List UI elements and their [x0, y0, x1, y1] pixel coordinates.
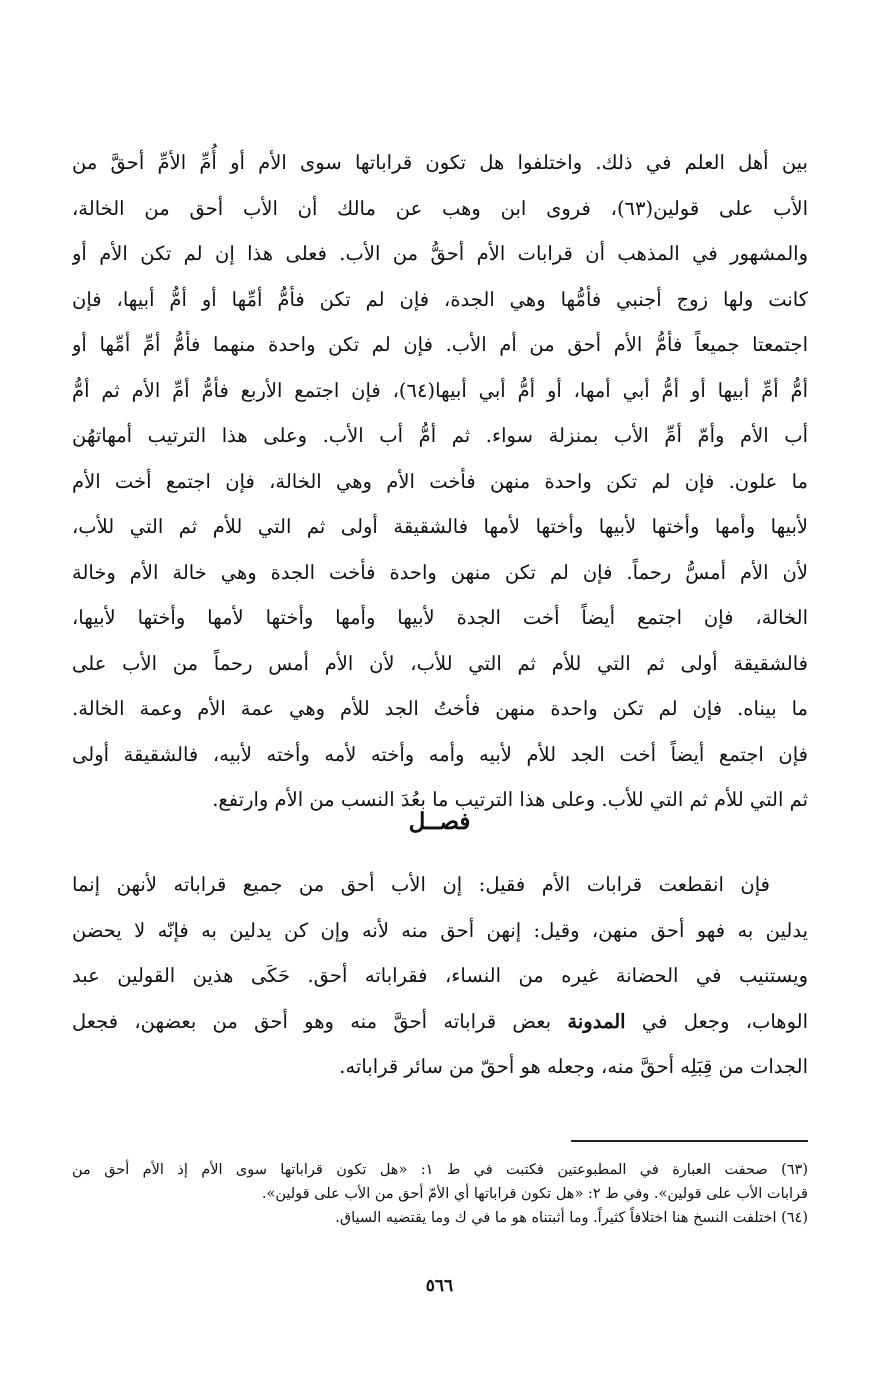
main-text-line: اجتمعتا جميعاً فأمُّ الأم أحق من أم الأب. فإن لم تكن واحدة منهما فأمُّ أمِّ أمِّها أو — [72, 333, 808, 356]
main-text-line: ما بيناه. فإن لم تكن واحدة منهن فأختُ الجد للأم وهي عمة الأم وعمة الخالة. — [72, 697, 808, 720]
book-title-mudawwana: المدونة — [567, 1009, 626, 1033]
footnote-divider — [571, 1140, 808, 1142]
footnote-line: (٦٣) صحفت العبارة في المطبوعتين فكتبت في ط ١: «هل تكون قراباتها سوى الأم إذ الأم أحق من — [72, 1162, 808, 1178]
footnote-line: (٦٤) اختلفت النسخ هنا اختلافاً كثيراً. وما أثبتناه هو ما في ك وما يقتضيه السياق. — [335, 1210, 808, 1226]
section-paragraph — [72, 862, 808, 1090]
main-text-line: فالشقيقة أولى ثم التي للأم ثم التي للأب، لأن الأم أمس رحماً من الأب على — [72, 651, 808, 675]
main-text-line: كانت ولها زوج أجنبي فأمُّها وهي الجدة، فإن لم تكن فأمُّ أمِّها أو أمُّ أبيها، فإن — [72, 287, 808, 311]
page-number: ٥٦٦ — [425, 1276, 454, 1296]
section-text-line — [72, 999, 808, 1045]
section-heading: فصــل — [408, 808, 471, 835]
main-text-line: لأبيها وأمها وأختها لأبيها وأختها لأمها فالشقيقة أولى ثم التي للأم ثم التي للأب، — [72, 515, 808, 538]
main-text-line: الأب على قولين(٦٣)، فروى ابن وهب عن مالك أن الأب أحق من الخالة، — [72, 196, 808, 220]
main-text-line: أمُّ أمِّ أبيها أو أمُّ أبي أمها، أو أمُّ أبي أبيها(٦٤)، فإن اجتمع الأربع فأمُّ أمِّ الأم ثم أمُّ — [72, 378, 808, 402]
main-text-line: الخالة، فإن اجتمع أيضاً أخت الجدة لأبيها وأمها وأختها لأمها وأختها لأبيها، — [72, 606, 808, 629]
main-text-line: فإن اجتمع أيضاً أخت الجد للأم لأبيه وأمه وأخته لأمه وأخته لأبيه، فالشقيقة أولى — [72, 742, 808, 766]
section-text-line: الجدات من قِبَلِه أحقَّ منه، وجعله هو أحقّ من سائر قراباته. — [339, 1055, 808, 1078]
section-text-line: يدلين به فهو أحق منهن، وقيل: إنهن أحق منه لأنه وإن كن يدلين به فإنّه لا يحضن — [72, 918, 808, 942]
footnotes — [72, 1158, 808, 1230]
footnote-line: قرابات الأب على قولين». وفي ط ٢: «هل تكون قراباتها أي الأمّ أحق من الأب على قولين». — [261, 1186, 808, 1202]
section-text-line: فإن انقطعت قرابات الأم فقيل: إن الأب أحق من جميع قراباته لأنهن إنما — [72, 873, 770, 896]
main-text-line: لأن الأم أمسُّ رحماً. فإن لم تكن منهن واحدة فأخت الجدة وهي خالة الأم وخالة — [72, 560, 808, 584]
main-paragraph — [72, 140, 808, 823]
main-text-line: ما علون. فإن لم تكن واحدة منهن فأخت الأم وهي الخالة، فإن اجتمع أخت الأم — [72, 469, 808, 493]
text-run: الوهاب، وجعل في — [625, 1009, 808, 1033]
main-text-line: أب الأم وأمّ أمِّ الأب بمنزلة سواء. ثم أمُّ أب الأب. وعلى هذا الترتيب أمهاتهُن — [72, 424, 808, 447]
section-text-line: ويستنيب في الحضانة غيره من النساء، فقراباته أحق. حَكَى هذين القولين عبد — [72, 964, 808, 987]
main-text-line: والمشهور في المذهب أن قرابات الأم أحقُّ من الأب. فعلى هذا إن لم تكن الأم أو — [72, 242, 808, 265]
main-text-line: ثم التي للأم ثم التي للأب. وعلى هذا الترتيب ما بعُدَ النسب من الأم وارتفع. — [212, 788, 808, 811]
text-run: بعض قراباته أحقَّ منه وهو أحق من بعضهن، فجعل — [72, 1009, 568, 1033]
main-text-line: بين أهل العلم في ذلك. واختلفوا هل تكون قراباتها سوى الأم أو أُمِّ الأمِّ أحقَّ من — [72, 151, 808, 174]
